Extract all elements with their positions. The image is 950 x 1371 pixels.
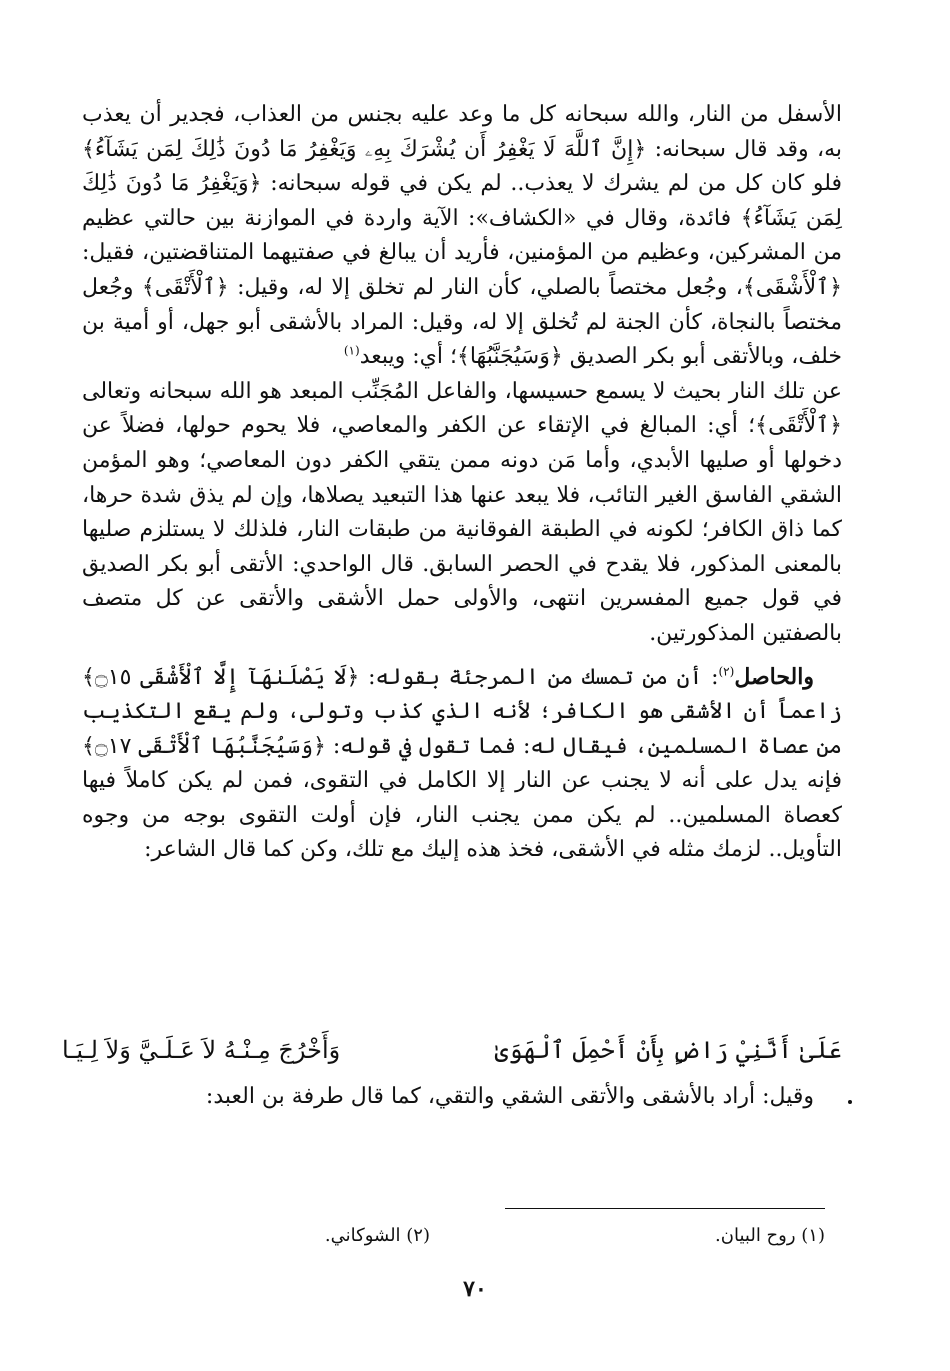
- poem-verse: [62, 1030, 842, 1070]
- footnote-marker-2: (٢): [718, 664, 735, 679]
- footnote-marker-1: (١): [343, 343, 360, 358]
- after-poem-line: وقيل: أراد بالأشقى والأتقى الشقي والتقي، كما قال طرفة بن العبد:: [205, 1084, 814, 1109]
- footnote-2: (٢) الشوكاني.: [324, 1225, 430, 1246]
- poem-first-hemistich: عَلَىٰ أَنَّنِيْ رَاضٍ بِأَنْ أَحْمِلَ ٱلْهَوَىٰ: [494, 1036, 842, 1064]
- poem-second-hemistich: وَأَخْرُجَ مِـنْـهُ لاَ عَـلَـيَّ وَلاَ لِـيَـا: [62, 1036, 341, 1064]
- footnote-separator: [505, 1208, 825, 1209]
- conclusion-lead: والحاصل: [734, 663, 814, 690]
- page-number: ٧٠: [463, 1276, 487, 1302]
- footnote-1: (١) روح البيان.: [715, 1225, 825, 1246]
- paragraph-text: الأسفل من النار، والله سبحانه كل ما وعد عليه بجنس من العذاب، فجدير أن يعذب به، وقد قال سبحانه: ﴿إِنَّ ٱللَّهَ لَا يَغْفِرُ أَن يُشْرَكَ بِهِۦ وَيَغْفِرُ مَا دُونَ ذَٰلِكَ لِمَن يَشَآءُ﴾ فلو كان كل من لم يشرك لا يعذب.. لم يكن في قوله سبحانه: ﴿وَيَغْفِرُ مَا دُونَ ذَٰلِكَ لِمَن يَشَآءُ﴾ فائدة، وقال في «الكشاف»: الآية واردة في الموازنة بين حالتي عظيم من المشركين، وعظيم من المؤمنين، فأريد أن يبالغ في صفتيهما المتناقضتين، فقيل: ﴿ٱلْأَشْقَى﴾، وجُعل مختصاً بالصلي، كأن النار لم تخلق إلا له، وقيل: ﴿ٱلْأَتْقَى﴾ وجُعل مختصاً بالنجاة، كأن الجنة لم تُخلق إلا له، وقيل: المراد بالأشقى أبو جهل، أو أمية بن خلف، وبالأتقى أبو بكر الصديق ﴿وَسَيُجَنَّبُهَا﴾؛ أي: ويبعد: [82, 102, 842, 370]
- body-paragraph: عن تلك النار بحيث لا يسمع حسيسها، والفاعل المُجَنِّب المبعد هو الله سبحانه وتعالى ﴿ٱلْأَتْقَى﴾؛ أي: المبالغ في الإتقاء عن الكفر والمعاصي، فلا يحوم حولها، فضلاً عن دخولها أو صليها الأبدي، وأما مَن دونه ممن يتقي الكفر دون المعاصي؛ وهو المؤمن الشقي الفاسق الغير التائب، فلا يبعد عنها هذا التبعيد يصلاها، وإن لم يذق شدة حرها، كما ذاق الكافر؛ لكونه في الطبقة الفوقانية من طبقات النار، فلذلك لا يستلزم صليها بالمعنى المذكور، فلا يقدح في الحصر السابق. قال الواحدي: الأتقى أبو بكر الصديق في قول جميع المفسرين انتهى، والأولى حمل الأشقى والأتقى عن كل متصف بالصفتين المذكورتين.: [82, 378, 842, 646]
- conclusion-text: : أن من تمسك من المرجئة بقوله: ﴿لَا يَصْلَىٰهَآ إِلَّا ٱلْأَشْقَى ۝١٥﴾ زاعماً أن الأشقى هو الكافر؛ لأنه الذي كذب وتولى، ولم يقع التكذيب من عصاة المسلمين، فيقال له: فما تقول في قوله: ﴿وَسَيُجَنَّبُهَا ٱلْأَتْقَى ۝١٧﴾ فإنه يدل على أنه لا يجنب عن النار إلا الكامل في التقوى، فمن لم يكن كاملاً فيها كعصاة المسلمين.. لم يكن ممن يجنب النار، فإن أولت التقوى بوجه من وجوه التأويل.. لزمك مثله في الأشقى، فخذ هذه إليك مع تلك، وكن كما قال الشاعر:: [82, 664, 842, 863]
- conclusion-paragraph: [82, 660, 842, 869]
- body-paragraph: [82, 98, 842, 375]
- margin-dot: [848, 1100, 852, 1104]
- main-text-block: [82, 98, 842, 868]
